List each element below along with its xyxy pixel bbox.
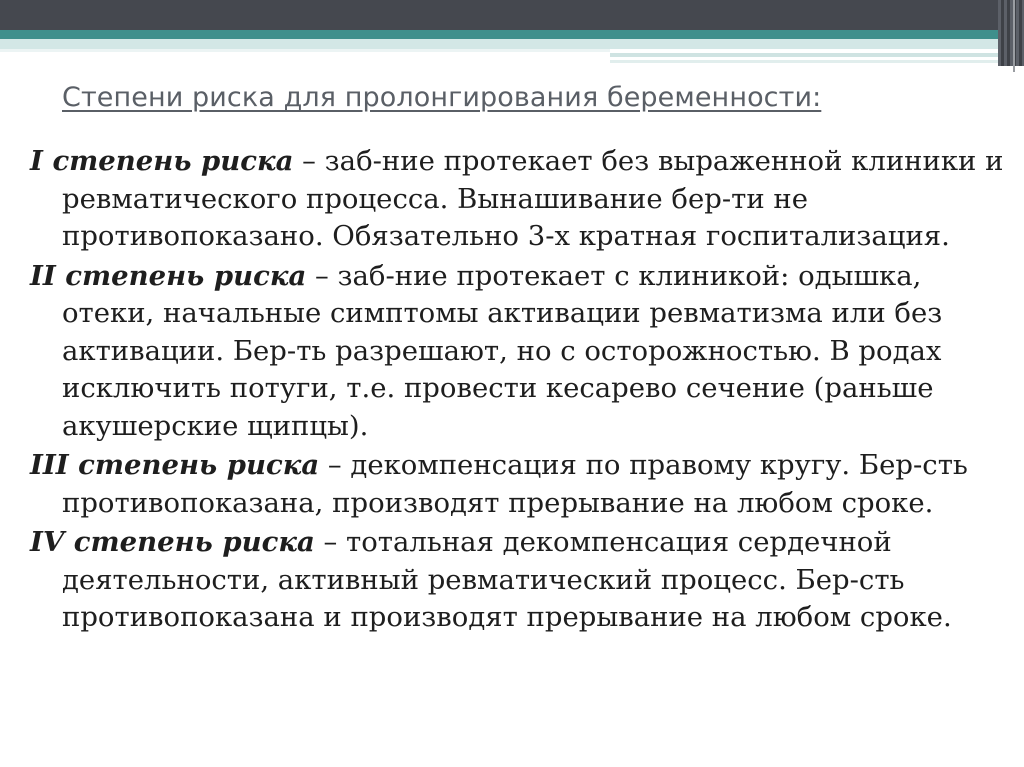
risk-degree-4-text: – тотальная декомпенсация сердечной деятельности, активный ревматический процесс. Бер-сть противопоказана и производят прерывание на любом сроке.: [62, 526, 952, 633]
slide-heading: Степени риска для пролонгирования беременности:: [62, 82, 822, 113]
risk-degree-3-text: – декомпенсация по правому кругу. Бер-сть противопоказана, производят прерывание на любом сроке.: [62, 449, 968, 519]
risk-degree-2-term: II степень риска: [30, 259, 307, 292]
header-light-band: [0, 39, 1024, 49]
header-accent-line: [610, 53, 1024, 57]
header-shadow-band: [0, 49, 610, 52]
corner-tick-decoration: [1013, 0, 1015, 72]
header-accent-line-secondary: [610, 60, 1024, 63]
risk-degree-3: [30, 447, 1014, 522]
risk-degree-1-text: – заб-ние протекает без выраженной клиники и ревматического процесса. Вынашивание бер-ти не противопоказано. Обязательно 3-х кратная госпитализация.: [62, 145, 1004, 252]
risk-degree-3-term: III степень риска: [30, 449, 320, 481]
header-teal-band: [0, 30, 1024, 39]
risk-degree-4-term: IV степень риска: [30, 526, 315, 558]
risk-degree-1: [30, 143, 1014, 256]
risk-degree-4: [30, 524, 1014, 637]
header-dark-band: [0, 0, 1024, 30]
risk-degree-2: [30, 258, 1014, 446]
risk-degree-2-text: – заб-ние протекает с клиникой: одышка, отеки, начальные симптомы активации ревматизма или без активации. Бер-ть разрешают, но с осторожностью. В родах исключить потуги, т.е. провести кесарево сечение (раньше акушерские щипцы).: [62, 259, 943, 442]
risk-degree-1-term: I степень риска: [30, 145, 294, 177]
slide-body: [30, 143, 1014, 639]
corner-stripes-decoration: [998, 0, 1024, 66]
